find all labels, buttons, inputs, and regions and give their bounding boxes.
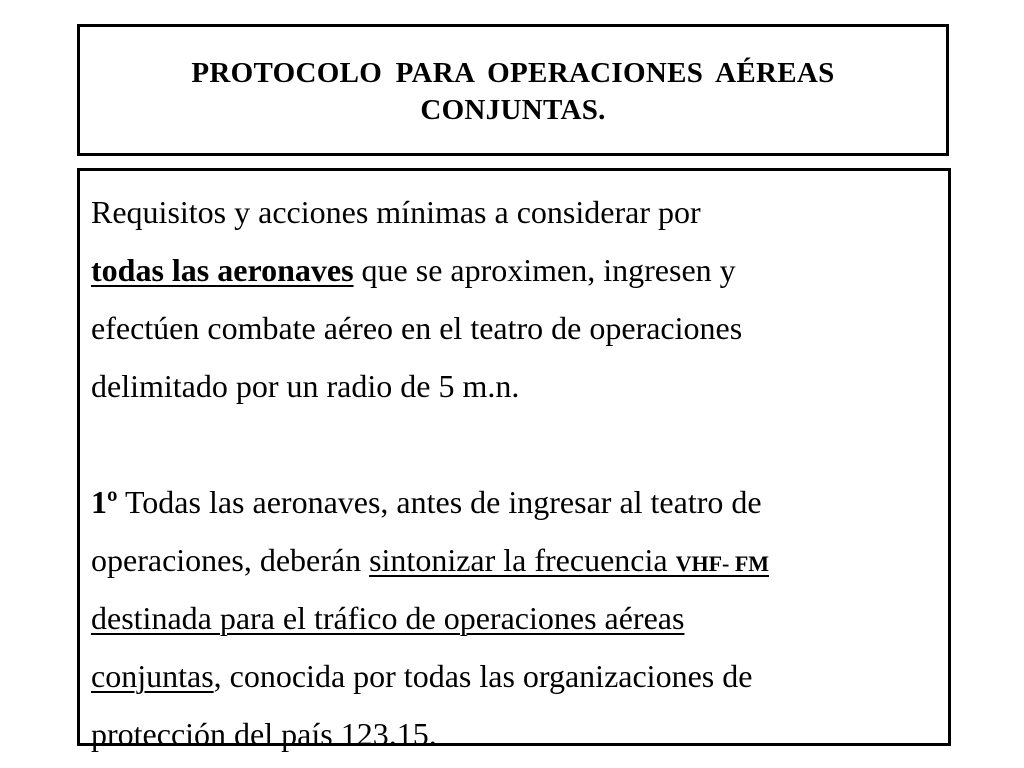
paragraph-2-line-4 [91, 647, 943, 705]
paragraph-2-line-1-rest: Todas las aeronaves, antes de ingresar al teatro de [117, 484, 762, 520]
vhf-fm-label: VHF- FM [675, 551, 770, 576]
paragraph-1-line-2-rest: que se aproximen, ingresen y [353, 252, 736, 288]
content-text [91, 183, 943, 763]
item-number: 1º [91, 484, 118, 520]
paragraph-1-line-1: Requisitos y acciones mínimas a considerar por [91, 194, 701, 230]
tune-frequency-text: sintonizar la frecuencia [369, 542, 676, 578]
emphasis-all-aircraft: todas las aeronaves [91, 252, 354, 288]
title-line-1: PROTOCOLO PARA OPERACIONES AÉREAS [191, 57, 835, 89]
title-line-2: CONJUNTAS. [420, 94, 606, 126]
paragraph-1-line-2 [91, 241, 943, 299]
paragraph-2-line-3 [91, 589, 943, 647]
paragraph-2-line-5: protección del país 123.15. [91, 716, 437, 752]
paragraph-2-line-1 [91, 473, 943, 531]
title-box [77, 24, 949, 156]
page-title [80, 55, 946, 129]
tune-frequency-underlined [369, 542, 769, 578]
paragraph-1-line-4: delimitado por un radio de 5 m.n. [91, 368, 520, 404]
paragraph-spacer [91, 415, 943, 473]
paragraph-2-line-4-rest: , conocida por todas las organizaciones de [213, 658, 753, 694]
paragraph-1-line-3: efectúen combate aéreo en el teatro de operaciones [91, 310, 743, 346]
content-box [77, 168, 951, 752]
paragraph-2-line-2-pre: operaciones, deberán [91, 542, 370, 578]
joint-underlined: conjuntas [91, 658, 214, 694]
destined-traffic-underlined: destinada para el tráfico de operaciones aéreas [91, 600, 685, 636]
paragraph-2-line-2 [91, 531, 943, 589]
